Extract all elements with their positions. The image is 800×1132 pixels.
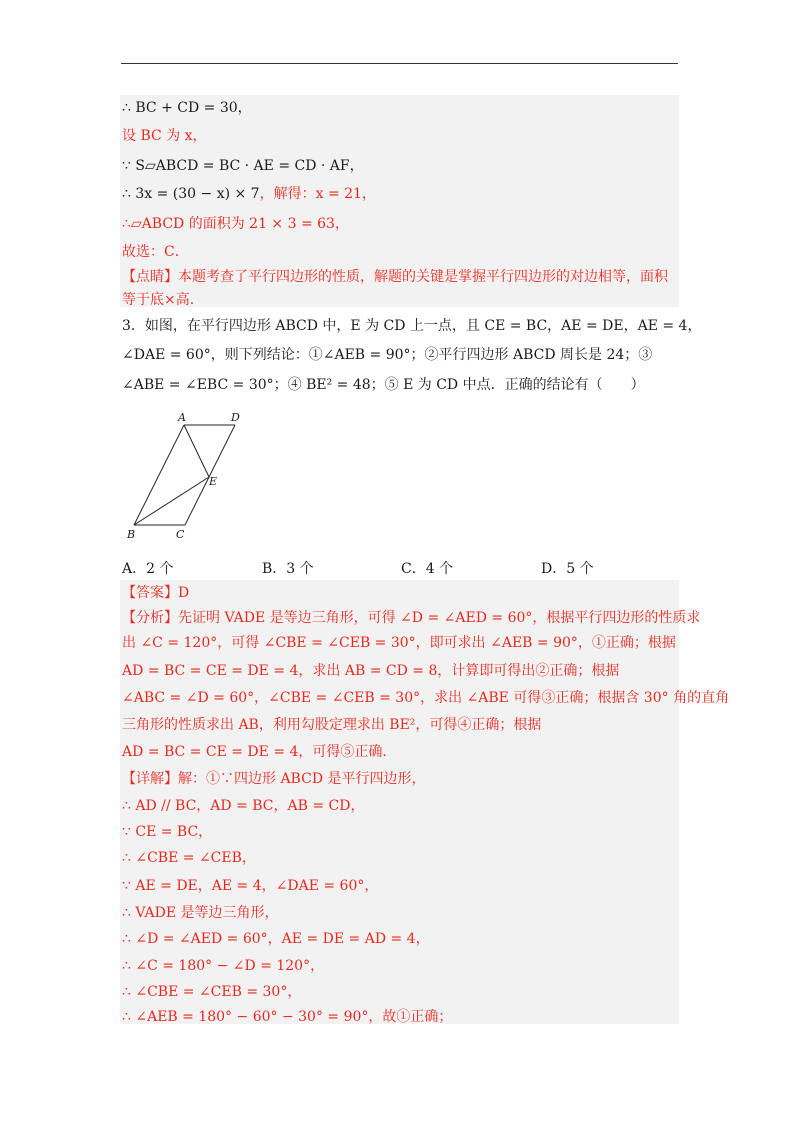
side-BA	[134, 425, 184, 525]
label-E: E	[209, 475, 218, 488]
detail-line: ∵ CE = BC，	[122, 824, 213, 840]
comment-line: 等于底×高.	[122, 292, 195, 308]
question-line: ∠ABE = ∠EBC = 30°；④ BE² = 48；⑤ E 为 CD 中点．正确的结论有（ ）	[122, 377, 645, 393]
label-B: B	[127, 528, 136, 541]
segment-BE	[134, 477, 209, 525]
label-C: C	[176, 528, 185, 541]
text-line	[122, 185, 376, 203]
detail-line: 【详解】解：①∵四边形 ABCD 是平行四边形，	[122, 771, 426, 787]
detail-line: ∴ ∠CBE = ∠CEB = 30°，	[122, 984, 302, 1000]
analysis-line: AD = BC = CE = DE = 4，可得⑤正确．	[122, 744, 397, 760]
analysis-line: ∠ABC = ∠D = 60°，∠CBE = ∠CEB = 30°，求出 ∠ABE 可得③正确；根据含 30° 角的直角	[122, 690, 730, 706]
detail-line: ∴ AD // BC，AD = BC，AB = CD，	[122, 798, 365, 814]
answer-line: 【答案】D	[122, 585, 190, 601]
analysis-line: AD = BC = CE = DE = 4，求出 AB = CD = 8，计算即可得出②正确；根据	[122, 663, 620, 679]
detail-line: ∴ ∠C = 180° − ∠D = 120°，	[122, 958, 325, 974]
parallelogram-figure	[118, 408, 258, 543]
text-line: ∴▱ABCD 的面积为 21 × 3 = 63，	[122, 216, 349, 232]
label-D: D	[231, 411, 240, 424]
segment-AE	[184, 425, 209, 477]
text-line: 故选：C．	[122, 244, 189, 260]
option-b: B．3 个	[262, 561, 314, 577]
detail-line: ∴ VADE 是等边三角形，	[122, 905, 279, 921]
option-d: D．5 个	[541, 561, 594, 577]
analysis-line: 出 ∠C = 120°，可得 ∠CBE = ∠CEB = 30°，即可求出 ∠AEB = 90°，①正确；根据	[122, 635, 676, 651]
text-line: ∵ S▱ABCD = BC · AE = CD · AF，	[122, 158, 364, 174]
analysis-line: 三角形的性质求出 AB，利用勾股定理求出 BE²，可得④正确；根据	[122, 717, 542, 733]
comment-line: 【点睛】本题考查了平行四边形的性质，解题的关键是掌握平行四边形的对边相等，面积	[122, 269, 668, 285]
equation: ∴ 3x = (30 − x) × 7	[122, 186, 260, 202]
question-line: 3．如图，在平行四边形 ABCD 中，E 为 CD 上一点，且 CE = BC，AE = DE，AE = 4，	[122, 318, 702, 334]
header-rule	[121, 63, 678, 64]
question-line: ∠DAE = 60°，则下列结论：①∠AEB = 90°；②平行四边形 ABCD 周长是 24；③	[122, 347, 653, 363]
detail-line: ∴ ∠CBE = ∠CEB，	[122, 850, 256, 866]
detail-line: ∴ ∠AEB = 180° − 60° − 30° = 90°，故①正确；	[122, 1009, 453, 1025]
equation-solution: ，解得：x = 21，	[259, 186, 376, 202]
option-c: C．4 个	[401, 561, 454, 577]
label-A: A	[178, 411, 186, 424]
detail-line: ∵ AE = DE，AE = 4，∠DAE = 60°，	[122, 878, 379, 894]
text-line: ∴ BC + CD = 30，	[122, 100, 252, 116]
analysis-line: 【分析】先证明 VADE 是等边三角形，可得 ∠D = ∠AED = 60°，根据平行四边形的性质求	[122, 610, 701, 626]
detail-line: ∴ ∠D = ∠AED = 60°，AE = DE = AD = 4，	[122, 931, 430, 947]
option-a: A．2 个	[122, 561, 174, 577]
text-line: 设 BC 为 x，	[122, 128, 207, 144]
